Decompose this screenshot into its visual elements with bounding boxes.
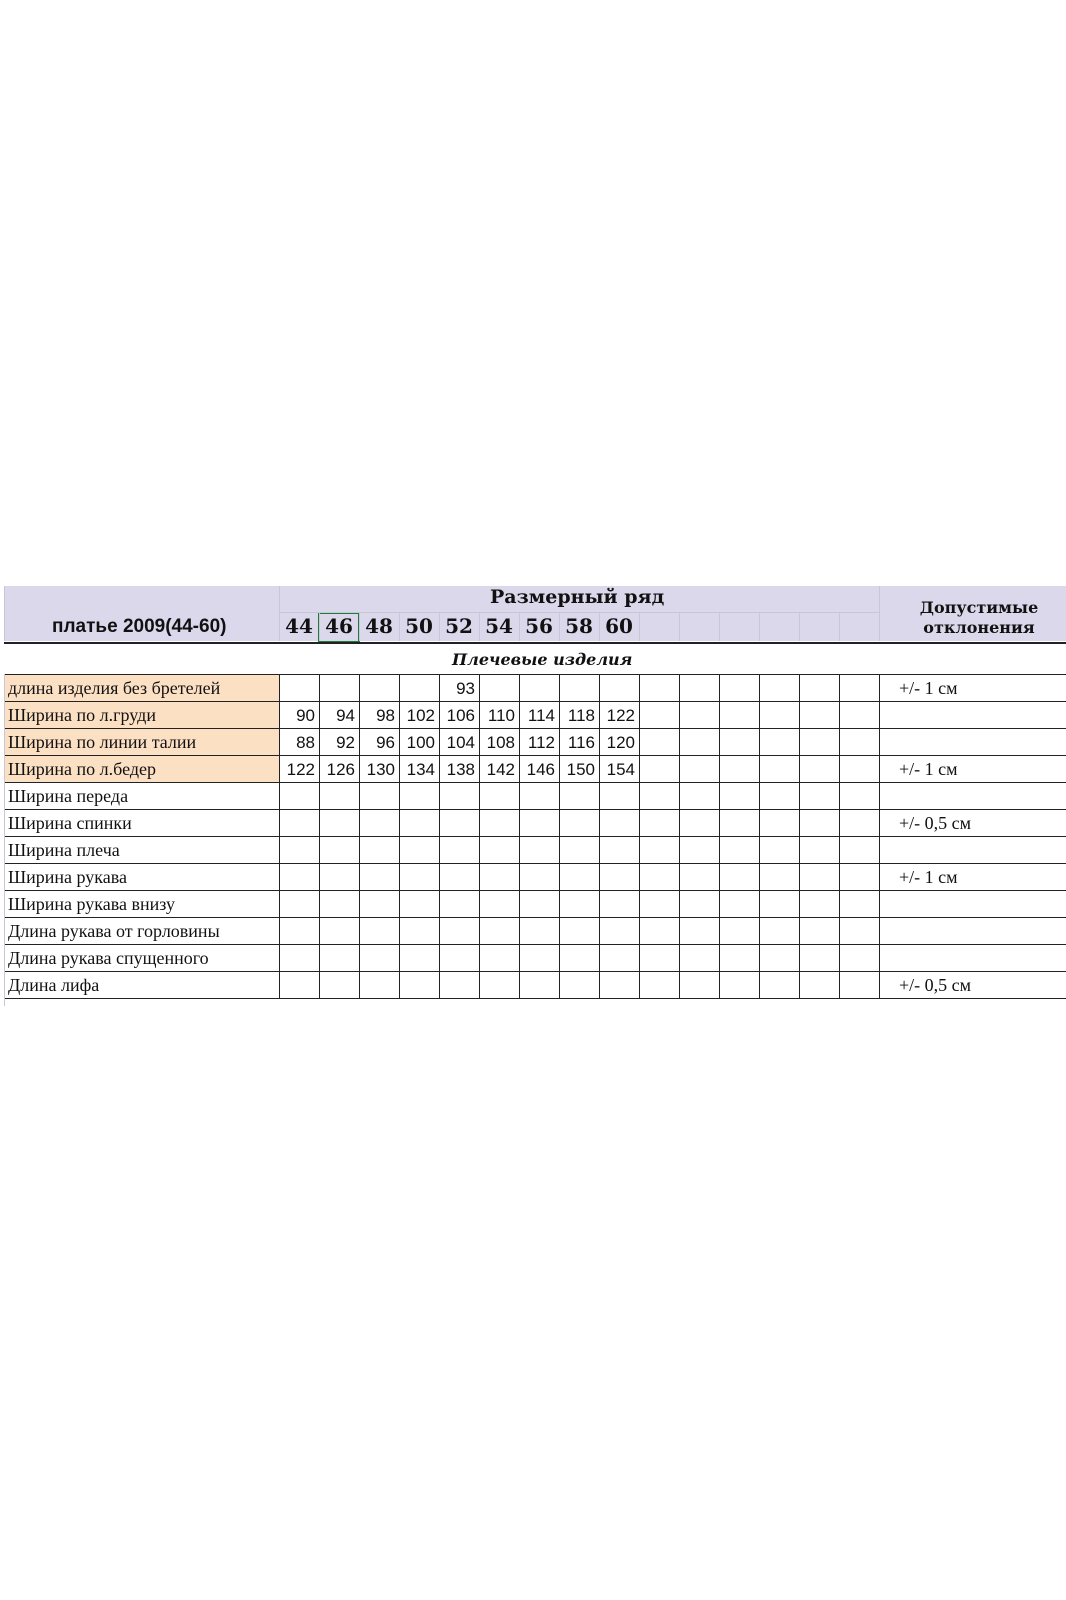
row-border xyxy=(4,836,1066,837)
size-cell[interactable]: 112 xyxy=(527,733,555,752)
row-border xyxy=(4,782,1066,783)
row-label[interactable]: Ширина плеча xyxy=(8,840,120,860)
header-col-separator xyxy=(599,612,600,641)
size-cell[interactable]: 102 xyxy=(406,706,435,725)
size-header-58[interactable]: 58 xyxy=(565,614,593,638)
size-cell[interactable]: 150 xyxy=(566,760,595,779)
tolerance-cell[interactable]: +/- 1 см xyxy=(899,678,958,698)
header-col-separator xyxy=(559,612,560,641)
tolerance-title-line2: отклонения xyxy=(923,618,1035,637)
header-tol-separator xyxy=(879,586,880,641)
header-col-separator xyxy=(719,612,720,641)
size-header-56[interactable]: 56 xyxy=(525,614,553,638)
header-bottom-border xyxy=(4,642,1066,644)
row-label[interactable]: Ширина рукава внизу xyxy=(8,894,176,914)
row-label[interactable]: Ширина рукава xyxy=(8,867,128,887)
size-header-44[interactable]: 44 xyxy=(285,614,313,638)
size-header-50[interactable]: 50 xyxy=(405,614,433,638)
tolerance-title-line1: Допустимые xyxy=(919,598,1039,617)
body-col-line xyxy=(879,674,880,998)
tolerance-title[interactable] xyxy=(892,598,1066,638)
header-col-separator xyxy=(439,612,440,641)
size-cell[interactable]: 114 xyxy=(527,706,555,725)
header-col-separator xyxy=(519,612,520,641)
size-cell[interactable]: 138 xyxy=(446,760,475,779)
body-col-line xyxy=(799,674,800,998)
size-cell[interactable]: 118 xyxy=(567,706,595,725)
size-header-54[interactable]: 54 xyxy=(485,614,513,638)
tolerance-cell[interactable]: +/- 1 см xyxy=(899,759,958,779)
body-col-line xyxy=(639,674,640,998)
size-cell[interactable]: 120 xyxy=(606,733,635,752)
size-cell[interactable]: 110 xyxy=(487,706,515,725)
size-cell[interactable]: 142 xyxy=(486,760,515,779)
header-col-separator xyxy=(479,612,480,641)
selected-cell-outline xyxy=(318,612,360,643)
size-header-46[interactable]: 46 xyxy=(325,614,353,638)
row-label[interactable]: Длина рукава спущенного xyxy=(8,948,209,968)
body-col-line xyxy=(839,674,840,998)
spreadsheet-table xyxy=(4,586,1066,1010)
size-cell[interactable]: 146 xyxy=(526,760,555,779)
header-col-separator xyxy=(359,612,360,641)
row-label[interactable]: длина изделия без бретелей xyxy=(8,678,221,698)
size-cell[interactable]: 106 xyxy=(446,706,475,725)
size-cell[interactable]: 96 xyxy=(376,733,395,752)
size-cell[interactable]: 104 xyxy=(446,733,475,752)
size-header-60[interactable]: 60 xyxy=(605,614,633,638)
row-label[interactable]: Ширина по л.груди xyxy=(8,705,156,725)
row-border xyxy=(4,863,1066,864)
header-col-separator xyxy=(639,612,640,641)
row-border xyxy=(4,890,1066,891)
row-label[interactable]: Ширина спинки xyxy=(8,813,132,833)
size-cell[interactable]: 122 xyxy=(606,706,635,725)
header-col-separator xyxy=(759,612,760,641)
header-left-separator xyxy=(279,586,280,641)
size-cell[interactable]: 94 xyxy=(336,706,355,725)
size-cell[interactable]: 93 xyxy=(456,679,475,698)
header-col-separator xyxy=(679,612,680,641)
section-title[interactable]: Плечевые изделия xyxy=(452,650,633,669)
size-cell[interactable]: 88 xyxy=(296,733,315,752)
header-col-separator xyxy=(399,612,400,641)
size-cell[interactable]: 126 xyxy=(326,760,355,779)
body-col-line xyxy=(679,674,680,998)
size-cell[interactable]: 130 xyxy=(366,760,395,779)
size-header-52[interactable]: 52 xyxy=(445,614,473,638)
body-col-line xyxy=(759,674,760,998)
size-cell[interactable]: 134 xyxy=(406,760,435,779)
size-cell[interactable]: 116 xyxy=(567,733,595,752)
row-label[interactable]: Ширина по линии талии xyxy=(8,732,197,752)
product-title[interactable]: платье 2009(44-60) xyxy=(52,616,227,637)
size-cell[interactable]: 108 xyxy=(486,733,515,752)
size-cell[interactable]: 92 xyxy=(336,733,355,752)
tolerance-cell[interactable]: +/- 0,5 см xyxy=(899,813,972,833)
tolerance-cell[interactable]: +/- 1 см xyxy=(899,867,958,887)
header-left-edge xyxy=(4,586,5,641)
header-col-separator xyxy=(319,612,320,641)
size-cell[interactable]: 122 xyxy=(286,760,315,779)
row-border xyxy=(4,809,1066,810)
body-col-line xyxy=(719,674,720,998)
row-label[interactable]: Ширина по л.бедер xyxy=(8,759,156,779)
size-cell[interactable]: 154 xyxy=(606,760,635,779)
header-col-separator xyxy=(799,612,800,641)
header-divider xyxy=(279,612,879,613)
size-cell[interactable]: 100 xyxy=(406,733,435,752)
row-label[interactable]: Длина рукава от горловины xyxy=(8,921,220,941)
row-border xyxy=(4,944,1066,945)
row-border xyxy=(4,998,1066,999)
size-header-48[interactable]: 48 xyxy=(365,614,393,638)
header-col-separator xyxy=(839,612,840,641)
tolerance-cell[interactable]: +/- 0,5 см xyxy=(899,975,972,995)
row-label[interactable]: Длина лифа xyxy=(8,975,100,995)
row-border xyxy=(4,971,1066,972)
size-range-title[interactable]: Размерный ряд xyxy=(490,586,665,608)
row-label[interactable]: Ширина переда xyxy=(8,786,129,806)
size-cell[interactable]: 90 xyxy=(296,706,315,725)
row-border xyxy=(4,917,1066,918)
size-cell[interactable]: 98 xyxy=(376,706,395,725)
